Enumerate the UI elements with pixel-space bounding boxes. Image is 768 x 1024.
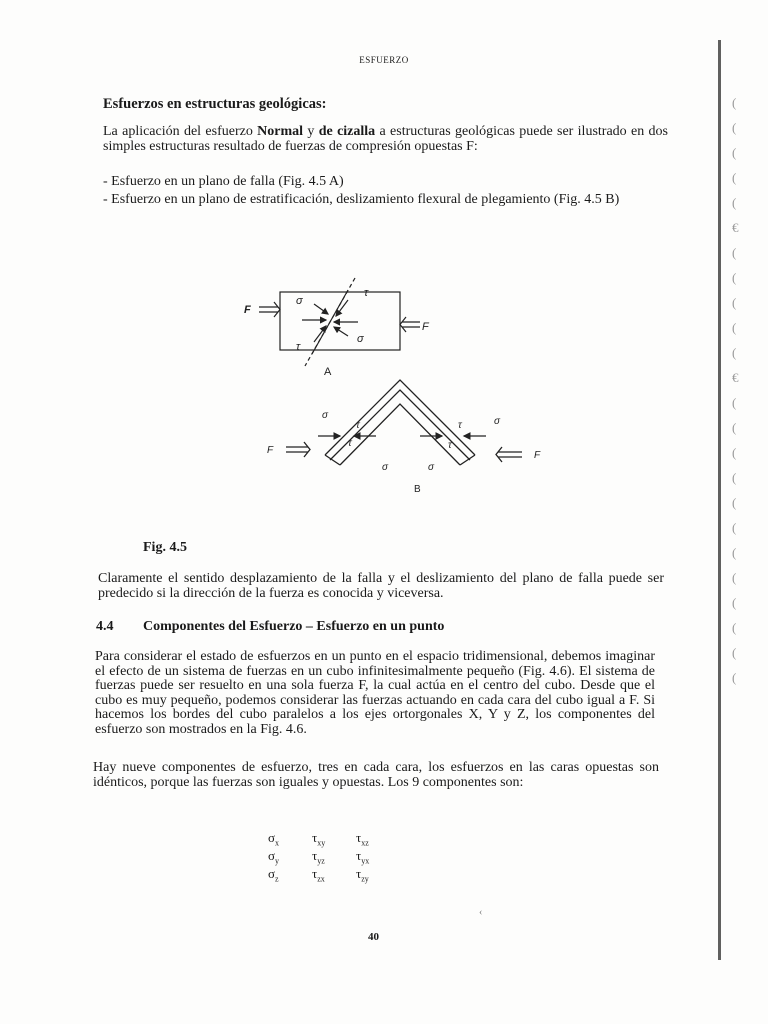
sigma-label: σ — [296, 295, 303, 307]
margin-mark: ( — [732, 270, 737, 285]
margin-mark: ( — [732, 170, 737, 185]
force-label: F — [422, 321, 429, 333]
sigma-label: σ — [428, 462, 435, 473]
paragraph: Claramente el sentido desplazamiento de la falla y el deslizamiento del plano de falla puede ser predecido si la dirección de la fuerza es conocida y viceversa. — [98, 571, 664, 601]
diagram-a — [259, 278, 420, 366]
margin-mark: € — [732, 370, 739, 385]
margin-mark: ( — [732, 670, 737, 685]
fold-end-left — [325, 455, 340, 465]
sigma-label: σ — [357, 333, 364, 345]
tensor-component: $\tau_{yx}$ — [356, 848, 370, 866]
margin-mark: ( — [732, 420, 737, 435]
tensor-component: $\tau_{yz}$ — [312, 848, 325, 866]
running-header: ESFUERZO — [359, 55, 409, 65]
tensor-row — [268, 830, 400, 848]
margin-mark: ( — [732, 570, 737, 585]
margin-mark: ( — [732, 645, 737, 660]
scan-edge-line — [718, 40, 721, 960]
tau-label: τ — [296, 341, 301, 353]
tensor-component: $\sigma_z$ — [268, 866, 279, 884]
tau-label: τ — [458, 420, 462, 431]
force-arrowhead-left-a — [274, 302, 280, 317]
stray-mark: ‹ — [479, 907, 483, 918]
force-arrowhead-right-b — [496, 447, 502, 462]
sigma-label: σ — [382, 462, 389, 473]
margin-mark: € — [732, 220, 739, 235]
diagram-b — [286, 380, 522, 465]
fold-end-right — [460, 455, 475, 465]
margin-mark: ( — [732, 470, 737, 485]
section-heading: Esfuerzos en estructuras geológicas: — [103, 96, 327, 112]
tensor-component: $\tau_{xz}$ — [356, 830, 369, 848]
bullet-item: - Esfuerzo en un plano de falla (Fig. 4.5 A) — [103, 174, 344, 189]
margin-mark: ( — [732, 245, 737, 260]
force-arrow-left-b — [286, 447, 308, 452]
intro-bold-cizalla: de cizalla — [318, 124, 376, 139]
force-arrow-right-b — [498, 452, 522, 457]
intro-bold-normal: Normal — [257, 124, 304, 139]
margin-mark: ( — [732, 395, 737, 410]
tensor-component: $\sigma_x$ — [268, 830, 280, 848]
margin-mark: ( — [732, 295, 737, 310]
intro-text-post: a estructuras geológicas puede ser ilustrado en dos simples estructuras resultado de fuerzas de compresión opuestas F: — [103, 124, 668, 154]
tau-label: τ — [356, 420, 360, 431]
margin-mark: ( — [732, 345, 737, 360]
margin-mark: ( — [732, 620, 737, 635]
bullet-item: - Esfuerzo en un plano de estratificación, deslizamiento flexural de plegamiento (Fig. 4.5 B) — [103, 192, 620, 207]
force-arrow-left-a — [259, 307, 278, 312]
margin-mark: ( — [732, 595, 737, 610]
margin-mark: ( — [732, 320, 737, 335]
tensor-row — [268, 848, 400, 866]
force-label: F — [244, 304, 251, 316]
force-arrowhead-left-b — [304, 442, 310, 457]
section-number: 4.4 — [96, 619, 114, 634]
paragraph: Hay nueve componentes de esfuerzo, tres en cada cara, los esfuerzos en las caras opuestas son idénticos, porque las fuerzas son iguales y opuestas. Los 9 componentes son: — [93, 760, 659, 790]
panel-label-b: B — [414, 484, 421, 495]
tensor-component: $\tau_{zy}$ — [356, 866, 369, 884]
margin-mark: ( — [732, 445, 737, 460]
margin-mark: ( — [732, 520, 737, 535]
margin-marks — [728, 95, 752, 715]
paragraph: Para considerar el estado de esfuerzos en un punto en el espacio tridimensional, debemos imaginar el efecto de un sistema de fuerzas en un cubo infinitesimalmente pequeño (Fig. 4.6). El sistema de fuerzas puede ser resuelto en una sola fuerza F, la cual actúa en el centro del cubo. Desde que el cubo es muy pequeño, podemos considerar las fuerzas actuando en cada cara del cubo igual a F. Si hacemos los bordes del cubo paralelos a los ejes ortorgonales X, Y y Z, los componentes del esfuerzo son mostrados en la Fig. 4.6. — [95, 649, 655, 737]
tau-label: τ — [448, 440, 452, 451]
intro-paragraph — [103, 125, 668, 154]
fold-layer-inner — [340, 404, 460, 465]
section-title: Componentes del Esfuerzo – Esfuerzo en un punto — [143, 619, 445, 634]
sigma-label: σ — [494, 416, 501, 427]
sigma-arrow — [314, 304, 328, 314]
figure-4-5 — [230, 270, 560, 500]
sigma-arrow — [334, 327, 348, 336]
sigma-label: σ — [322, 410, 329, 421]
page-number: 40 — [368, 931, 379, 943]
force-arrowhead-right-a — [400, 317, 406, 332]
force-label: F — [534, 450, 541, 461]
tensor-row — [268, 866, 400, 884]
tensor-component: $\sigma_y$ — [268, 848, 280, 866]
stress-tensor-components — [268, 830, 400, 884]
tensor-component: $\tau_{xy}$ — [312, 830, 326, 848]
force-label: F — [267, 445, 274, 456]
force-arrow-right-a — [402, 322, 420, 327]
intro-text-pre: La aplicación del esfuerzo — [103, 124, 258, 139]
margin-mark: ( — [732, 145, 737, 160]
margin-mark: ( — [732, 95, 737, 110]
tau-label: τ — [364, 287, 369, 299]
figure-caption: Fig. 4.5 — [143, 540, 187, 555]
margin-mark: ( — [732, 195, 737, 210]
margin-mark: ( — [732, 495, 737, 510]
margin-mark: ( — [732, 545, 737, 560]
intro-text-mid: y — [303, 124, 319, 139]
panel-label-a: A — [324, 366, 332, 378]
margin-mark: ( — [732, 120, 737, 135]
tensor-component: $\tau_{zx}$ — [312, 866, 325, 884]
tau-label: τ — [348, 438, 352, 449]
